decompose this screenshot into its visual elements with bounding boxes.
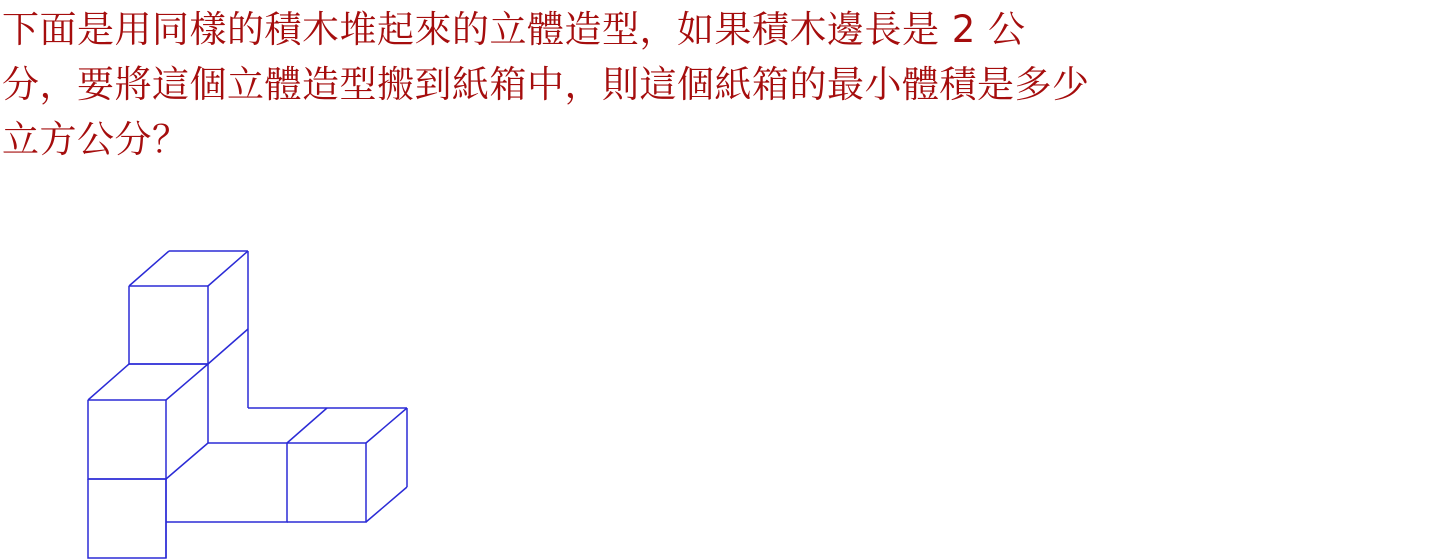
cube-left-upper [88,364,208,479]
cube-right-1 [208,408,327,522]
cube-left-lower [88,479,166,558]
question-line-2: 分，要將這個立體造型搬到紙箱中，則這個紙箱的最小體積是多少 [2,63,1090,106]
question-line-3: 立方公分？ [2,118,190,161]
cube-right-2 [287,408,407,522]
cube-top [129,251,248,364]
cube-join [166,479,208,558]
question-line-1: 下面是用同樣的積木堆起來的立體造型，如果積木邊長是 2 公 [2,8,1026,51]
question-text [2,2,1452,167]
